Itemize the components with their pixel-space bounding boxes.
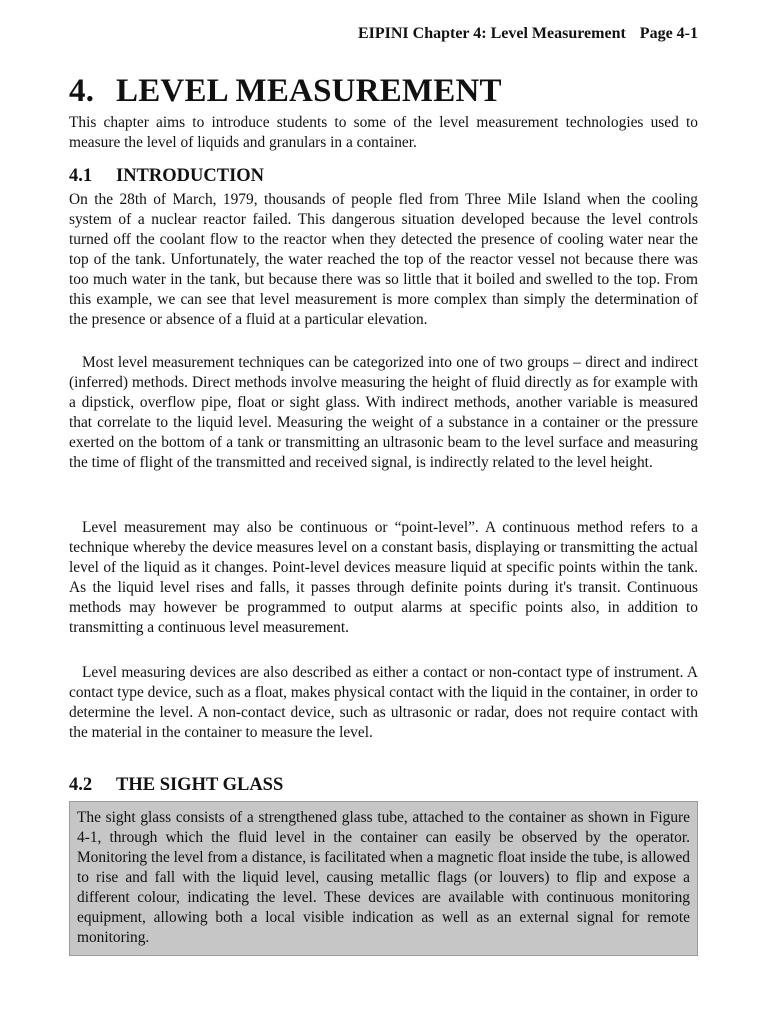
highlight-box (69, 801, 698, 956)
section-number: 4.1 (69, 166, 93, 186)
chapter-intro: This chapter aims to introduce students to some of the level measurement technologies used to measure the level of liquids and granulars in a container. (69, 114, 698, 151)
running-title: EIPINI Chapter 4: Level Measurement (357, 25, 626, 42)
section-number: 4.2 (69, 775, 93, 795)
highlight-box-text: The sight glass consists of a strengthened glass tube, attached to the container as shown in Figure 4-1, through which the fluid level in the container can easily be observed by the operator. Monitoring the level from a distance, is facilitated when a magnetic float inside the tube, is allowed to rise and fall with the liquid level, causing metallic flags (or louvers) to flip and expose a different colour, indicating the level. These devices are available with continuous monitoring equipment, allowing both a local visible indication as well as an external signal for remote monitoring. (77, 809, 690, 946)
section-title: INTRODUCTION (116, 166, 265, 186)
chapter-number: 4. (69, 73, 95, 109)
page-number: Page 4-1 (639, 25, 698, 42)
paragraph: Level measuring devices are also described as either a contact or non-contact type of instrument. A contact type device, such as a float, makes physical contact with the liquid in the container, in order to determine the level. A non-contact device, such as ultrasonic or radar, does not require contact with the material in the container to measure the level. (69, 664, 698, 741)
running-header (358, 25, 698, 43)
paragraph: On the 28th of March, 1979, thousands of people fled from Three Mile Island when the cooling system of a nuclear reactor failed. This dangerous situation developed because the level controls turned off the coolant flow to the reactor when they detected the presence of cooling water near the top of the tank. Unfortunately, the water reached the top of the reactor vessel not because there was too much water in the tank, but because there was so little that it boiled and swelled to the top. From this example, we can see that level measurement is more complex than simply the determination of the presence or absence of a fluid at a particular elevation. (69, 191, 698, 328)
paragraph: Most level measurement techniques can be categorized into one of two groups – direct and indirect (inferred) methods. Direct methods involve measuring the height of fluid directly as for example with a dipstick, overflow pipe, float or sight glass. With indirect methods, another variable is measured that correlate to the liquid level. Measuring the weight of a substance in a container or the pressure exerted on the bottom of a tank or transmitting an ultrasonic beam to the level surface and measuring the time of flight of the transmitted and received signal, is indirectly related to the level height. (69, 354, 698, 471)
section-title: THE SIGHT GLASS (116, 775, 284, 795)
section-heading-introduction (69, 164, 264, 188)
paragraph: Level measurement may also be continuous or “point-level”. A continuous method refers to a technique whereby the device measures level on a constant basis, displaying or transmitting the actual level of the liquid as it changes. Point-level devices measure liquid at specific points within the tank. As the liquid level rises and falls, it passes through definite points during it's transit. Continuous methods may however be programmed to output alarms at specific points also, in addition to transmitting a continuous level measurement. (69, 519, 698, 636)
chapter-title (69, 71, 502, 111)
chapter-title-text: LEVEL MEASUREMENT (116, 73, 502, 109)
section-heading-sight-glass (69, 773, 283, 797)
